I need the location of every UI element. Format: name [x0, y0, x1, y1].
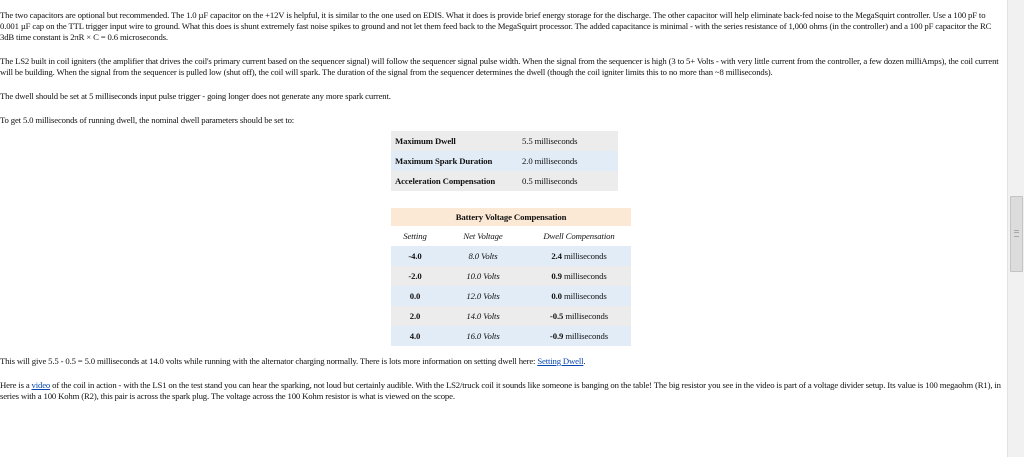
compensation-unit: milliseconds: [561, 290, 607, 301]
setting-cell: -4.0: [391, 246, 439, 266]
paragraph-dwell-setting: The dwell should be set at 5 milliseconds input pulse trigger - going longer does not generate any more spark current.: [0, 91, 391, 101]
compensation-unit: milliseconds: [561, 250, 607, 261]
compensation-value: 0.0: [551, 290, 562, 301]
table-header-row: [391, 226, 631, 246]
paragraph-text: Here is a: [0, 380, 32, 390]
voltage-cell: 8.0 Volts: [439, 246, 527, 266]
compensation-value: -0.5: [549, 310, 564, 321]
paragraph-alternator: [0, 356, 1004, 367]
parameter-value: 2.0 milliseconds: [514, 151, 618, 171]
article-body: [0, 10, 1004, 415]
compensation-unit: milliseconds: [563, 310, 609, 321]
compensation-value: 2.4: [551, 250, 562, 261]
compensation-unit: milliseconds: [561, 270, 607, 281]
paragraph-running-dwell: To get 5.0 milliseconds of running dwell, the nominal dwell parameters should be set to:: [0, 115, 295, 125]
paragraph-text: of the coil in action - with the LS1 on the test stand you can hear the sparking, not loud but certainly audible. With the LS2/truck coil it sounds like someone is banging on the table! The big resistor you see in the video is part of a voltage divider setup. Its value is 100 megaohm (R1), in series with a 100 Kohm (R2), this pair is across the spark plug. The voltage across the 100 Kohm resistor is what is viewed on the scope.: [0, 380, 1001, 401]
table-row: [391, 326, 631, 346]
compensation-cell: [527, 286, 631, 306]
column-header-setting: Setting: [391, 226, 439, 246]
table-row: [391, 131, 618, 151]
parameter-value: 5.5 milliseconds: [514, 131, 618, 151]
table-row: [391, 151, 618, 171]
setting-cell: 0.0: [391, 286, 439, 306]
parameter-name: Maximum Spark Duration: [391, 151, 514, 171]
voltage-cell: 12.0 Volts: [439, 286, 527, 306]
table-row: [391, 306, 631, 326]
parameter-name: Maximum Dwell: [391, 131, 514, 151]
column-header-dwell-compensation: Dwell Compensation: [527, 226, 631, 246]
setting-cell: 4.0: [391, 326, 439, 346]
parameter-name: Acceleration Compensation: [391, 171, 514, 191]
compensation-cell: [527, 326, 631, 346]
compensation-unit: milliseconds: [563, 330, 609, 341]
table-row: [391, 286, 631, 306]
compensation-cell: [527, 306, 631, 326]
voltage-cell: 10.0 Volts: [439, 266, 527, 286]
paragraph-video: [0, 380, 1004, 402]
voltage-cell: 16.0 Volts: [439, 326, 527, 346]
voltage-cell: 14.0 Volts: [439, 306, 527, 326]
dwell-parameters-table: [391, 131, 618, 191]
setting-cell: 2.0: [391, 306, 439, 326]
compensation-value: 0.9: [551, 270, 562, 281]
vertical-scrollbar[interactable]: [1007, 0, 1024, 457]
setting-dwell-link[interactable]: Setting Dwell: [537, 356, 584, 366]
paragraph-text: .: [583, 356, 586, 366]
table-row: [391, 266, 631, 286]
table-title: Battery Voltage Compensation: [391, 208, 631, 226]
parameter-value: 0.5 milliseconds: [514, 171, 618, 191]
video-link[interactable]: video: [31, 380, 51, 390]
paragraph-text: This will give 5.5 - 0.5 = 5.0 milliseconds at 14.0 volts while running with the alternator charging normally. There is lots more information on setting dwell here:: [0, 356, 538, 366]
battery-voltage-compensation-table: [391, 208, 631, 346]
paragraph-capacitors: The two capacitors are optional but recommended. The 1.0 µF capacitor on the +12V is helpful, it is similar to the one used on EDIS. What it does is provide brief energy storage for the discharge. The other capacitor will help eliminate back-fed noise to the MegaSquirt controller. Use a 100 pF to 0.001 µF cap on the TTL trigger input wire to ground. What this does is shunt extremely fast noise spikes to ground and not let them feed back to the MegaSquirt processor. The added capacitance is minimal - with the series resistance of 1,000 ohms (in the controller) and a 100 pF capacitor the RC 3dB time constant is 2πR × C = 0.6 microseconds.: [0, 10, 992, 42]
table-row: [391, 171, 618, 191]
setting-cell: -2.0: [391, 266, 439, 286]
scrollbar-thumb[interactable]: [1010, 196, 1023, 272]
column-header-net-voltage: Net Voltage: [439, 226, 527, 246]
compensation-cell: [527, 266, 631, 286]
paragraph-coil-igniters: The LS2 built in coil igniters (the amplifier that drives the coil's primary current based on the sequencer signal) will follow the sequencer signal pulse width. When the signal from the sequencer is high (3 to 5+ Volts - with very little current from the controller, a few dozen milliAmps), the coil current will be building. When the signal from the sequencer is pulled low (shut off), the coil will spark. The duration of the signal from the sequencer determines the dwell (though the coil igniter limits this to no more than ~8 milliseconds).: [0, 56, 999, 77]
table-row: [391, 246, 631, 266]
compensation-value: -0.9: [549, 330, 564, 341]
grip-icon: [1014, 230, 1019, 237]
compensation-cell: [527, 246, 631, 266]
